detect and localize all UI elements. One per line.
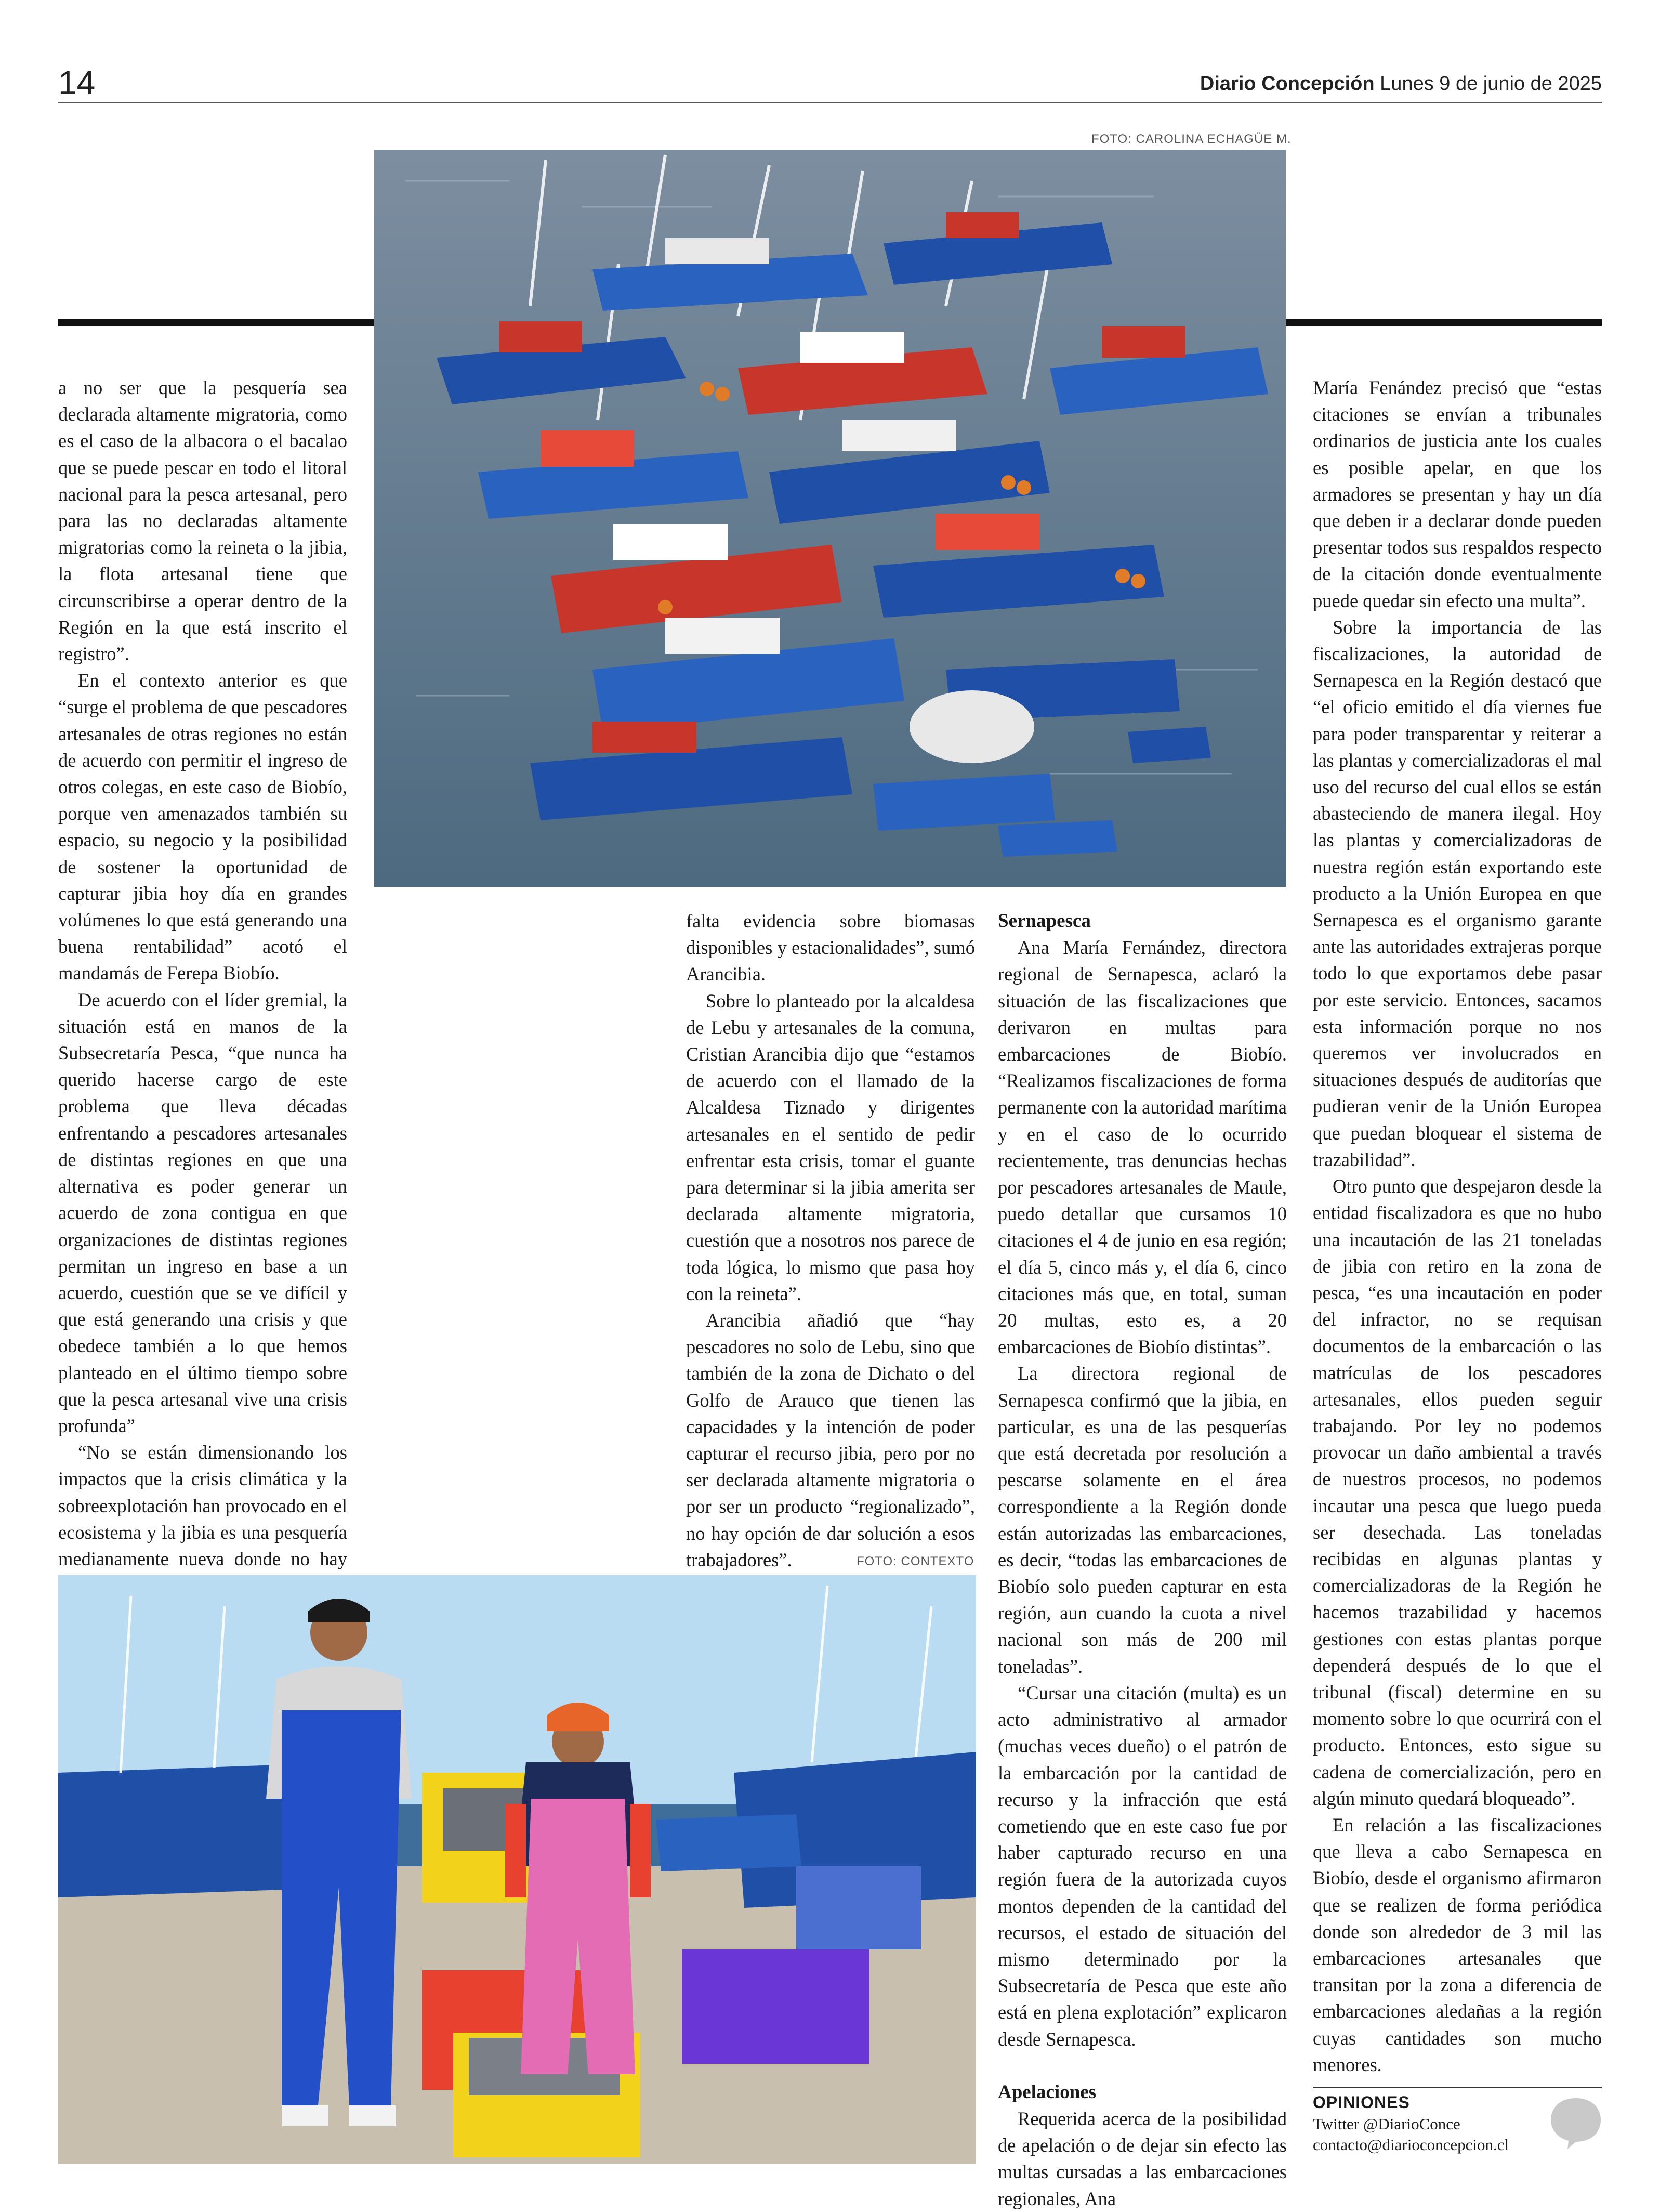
opiniones-email[interactable]: contacto@diarioconcepcion.cl xyxy=(1313,2136,1509,2154)
subheading-apelaciones: Apelaciones xyxy=(998,2081,1097,2103)
column-4 xyxy=(1313,374,1602,2078)
fishermen-illustration xyxy=(58,1575,976,2164)
col4-paragraph-4: En relación a las fiscalizaciones que lleva a cabo Sernapesca en Biobío, desde el organismo afirmaron que se realizen de forma periódica donde son alrededor de 3 mil las embarcaciones artesanales que transitan por la zona a diferencia de embarcaciones aledañas a la región cuyas cantidades son mucho menores. xyxy=(1313,1814,1602,2075)
page-number: 14 xyxy=(58,64,96,101)
column-2 xyxy=(686,908,975,1573)
col1-paragraph-3: De acuerdo con el líder gremial, la situación está en manos de la Subsecretaría Pesca, “que nunca ha querido hacerse cargo de este problema que lleva décadas enfrentando a pescadores artesanales de distintas regiones en que una alternativa es poder generar un acuerdo de zona contigua en que organizaciones de distintas regiones permitan un ingreso en base a un acuerdo, cuestión que se ve difícil y que está generando una crisis y que obedece también a lo que hemos planteado en el último tiempo sobre que la pesca artesanal vive una crisis profunda” xyxy=(58,989,347,1436)
col1-paragraph-4: “No se están dimensionando los impactos que la crisis climática y la sobreexplotación han provocado en el ecosistema y la jibia es una pesquería medianamente nueva donde no hay xyxy=(58,1442,347,1569)
speech-bubble-icon xyxy=(1549,2095,1603,2152)
col2-paragraph-2: Sobre lo planteado por la alcaldesa de Lebu y artesanales de la comuna, Cristian Arancibia dijo que “estamos de acuerdo con el llamado de la Alcaldesa Tiznado y dirigentes artesanales en el sentido de pedir enfrentar esta crisis, tomar el guante para determinar si la jibia amerita ser declarada altamente migratoria, cuestión que a nosotros nos parece de toda lógica, lo mismo que pasa hoy con la reineta”. xyxy=(686,990,975,1304)
fishing-boats-illustration xyxy=(374,150,1286,887)
col4-paragraph-3: Otro punto que despejaron desde la entidad fiscalizadora es que no hubo una incautación de las 21 toneladas de jibia con retiro en la zona de pesca, “es una incautación en poder del infractor, no se requisan documentos de la embarcación o las matrículas de los pescadores artesanales, ellos pueden seguir trabajando. Por ley no podemos provocar un daño ambiental a través de nuestros procesos, no podemos incautar una pesca que luego pueda ser desechada. Las toneladas recibidas en algunas plantas y comercializadoras de la Región he hacemos trazabilidad y hacemos gestiones con estas plantas porque dependerá después de lo que el tribunal (fiscal) determine en su momento sobre lo que ocurrirá con el producto. Entonces, esto sigue su cadena de comercialización, pero en algún minuto quedará bloqueado”. xyxy=(1313,1175,1602,1809)
col4-paragraph-2: Sobre la importancia de las fiscalizaciones, la autoridad de Sernapesca en la Región destacó que “el oficio emitido el día viernes fue para poder transparentar y reiterar a las plantas y comercializadoras el mal uso del recurso del cual ellos se están abasteciendo de manera ilegal. Hoy las plantas y comercializadoras de nuestra región están exportando este producto a la Unión Europea en que Sernapesca es el organismo garante ante las autoridades extrajeras porque todo lo que exportamos debe pasar por este servicio. Entonces, sacamos esta información porque no nos queremos ver involucrados en situaciones después de auditorías que pudieran venir de la Unión Europea que puedan bloquear el sistema de trazabilidad”. xyxy=(1313,616,1602,1170)
opiniones-title: OPINIONES xyxy=(1313,2093,1410,2112)
column-1 xyxy=(58,374,347,1626)
section-rule-right xyxy=(1286,319,1602,326)
fishermen-photo xyxy=(58,1575,976,2164)
col3-paragraph-3: “Cursar una citación (multa) es un acto administrativo al armador (muchas veces dueño) o el patrón de la embarcación por la cantidad de recurso y la infracción que está cometiendo que en este caso fue por haber capturado recurso en una región fuera de la autorizada cuyos montos dependen de la cantidad del recursos, el estado de situación del mismo determinado por la Subsecretaría de Pesca que este año está en plena explotación” explicaron desde Sernapesca. xyxy=(998,1682,1287,2050)
top-photo-credit: FOTO: CAROLINA ECHAGÜE M. xyxy=(1091,132,1292,146)
column-3 xyxy=(998,908,1287,2212)
col4-paragraph-1: María Fenández precisó que “estas citaciones se envían a tribunales ordinarios de justicia ante los cuales es posible apelar, en que los armadores se presentan y hay un día que deben ir a declarar donde pueden presentar todos sus respaldos respecto de la citación donde eventualmente puede quedar sin efecto una multa”. xyxy=(1313,377,1602,611)
col1-paragraph-1: a no ser que la pesquería sea declarada altamente migratoria, como es el caso de la albacora o el bacalao que se puede pescar en todo el litoral nacional para la pesca artesanal, pero para las no declaradas altamente migratorias como la reineta o la jibia, la flota artesanal tiene que circunscribirse a operar dentro de la Región en la que está inscrito el registro”. xyxy=(58,377,347,665)
issue-date: Lunes 9 de junio de 2025 xyxy=(1380,73,1602,95)
col1-paragraph-2: En el contexto anterior es que “surge el problema de que pescadores artesanales de otras regiones no están de acuerdo con permitir el ingreso de otros colegas, en este caso de Biobío, porque ven amenazados también su espacio, su negocio y la posibilidad de sostener la oportunidad de capturar jibia hoy día en grandes volúmenes lo que está generando una buena rentabilidad” acotó el mandamás de Ferepa Biobío. xyxy=(58,670,347,984)
opiniones-rule xyxy=(1313,2087,1602,2088)
header-rule xyxy=(58,102,1602,103)
col2-paragraph-3: Arancibia añadió que “hay pescadores no solo de Lebu, sino que también de la zona de Dichato o del Golfo de Arauco que tienen las capacidades y la intención de poder capturar el recurso jibia, pero por no ser declarada altamente migratoria o por ser un producto “regionalizado”, no hay opción de dar solución a esos trabajadores”. xyxy=(686,1310,975,1570)
col2-paragraph-1: falta evidencia sobre biomasas disponibles y estacionalidades”, sumó Arancibia. xyxy=(686,910,975,985)
fishing-port-photo xyxy=(374,150,1286,887)
bottom-photo-credit: FOTO: CONTEXTO xyxy=(857,1554,974,1568)
col3-paragraph-4: Requerida acerca de la posibilidad de apelación o de dejar sin efecto las multas cursadas a las embarcaciones regionales, Ana xyxy=(998,2108,1287,2209)
section-rule-left xyxy=(58,319,374,326)
subheading-sernapesca: Sernapesca xyxy=(998,910,1091,932)
masthead xyxy=(1200,73,1602,95)
col3-paragraph-1: Ana María Fernández, directora regional de Sernapesca, aclaró la situación de las fiscalizaciones que derivaron en multas para embarcaciones de Biobío. “Realizamos fiscalizaciones de forma permanente con la autoridad marítima y en el caso de lo ocurrido recientemente, tras denuncias hechas por pescadores artesanales de Maule, puedo detallar que cursamos 10 citaciones el 4 de junio en esa región; el día 5, cinco más y, el día 6, cinco citaciones más que, en total, suman 20 multas, esto es, a 20 embarcaciones de Biobío distintas”. xyxy=(998,937,1287,1358)
newspaper-name: Diario Concepción xyxy=(1200,73,1375,95)
col3-paragraph-2: La directora regional de Sernapesca confirmó que la jibia, en particular, es una de las pesquerías que está decretada por resolución a pescarse solamente en el área correspondiente a la Región donde están autorizadas las embarcaciones, es decir, “todas las embarcaciones de Biobío solo pueden capturar en esta región, aun cuando la cuota a nivel nacional son más de 200 mil toneladas”. xyxy=(998,1363,1287,1677)
opiniones-twitter[interactable]: Twitter @DiarioConce xyxy=(1313,2115,1460,2133)
